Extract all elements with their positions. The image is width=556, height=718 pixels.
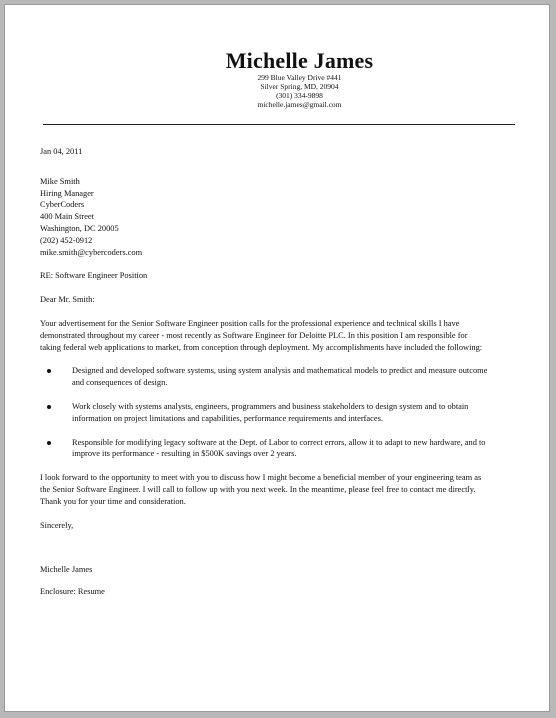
- bullet-line: information on project limitations and capabilities, performance requirements and interfaces.: [72, 413, 383, 423]
- salutation: Dear Mr. Smith:: [40, 295, 95, 305]
- intro-line: taking federal web applications to market, from conception through deployment. My accomplishments have included the following:: [40, 342, 483, 352]
- list-item: [40, 437, 522, 461]
- closing-paragraph: [40, 472, 522, 507]
- bullet-icon: [47, 405, 51, 409]
- bullet-line: Work closely with systems analysts, engineers, programmers and business stakeholders to design system and to obtain: [72, 401, 469, 411]
- bullet-line: Designed and developed software systems, using system analysis and mathematical models to predict and measure outcome: [72, 366, 488, 376]
- recipient-street: 400 Main Street: [40, 212, 94, 222]
- letter-body: [40, 146, 522, 598]
- recipient-phone: (202) 452-0912: [40, 235, 93, 245]
- intro-line: demonstrated throughout my career - most recently as Software Engineer for Deloitte PLC. In this position I am responsible for: [40, 330, 468, 340]
- subject-line: RE: Software Engineer Position: [40, 271, 148, 281]
- recipient-block: [40, 176, 522, 259]
- letter-page: [4, 4, 550, 712]
- signature-name: Michelle James: [40, 565, 93, 575]
- recipient-email: mike.smith@cybercoders.com: [40, 247, 143, 257]
- letter-date: Jan 04, 2011: [40, 147, 83, 156]
- header-divider: [43, 124, 515, 125]
- accomplishments-list: [40, 365, 522, 460]
- recipient-name: Mike Smith: [40, 176, 80, 186]
- bullet-line: Responsible for modifying legacy software at the Dept. of Labor to correct errors, allow it to adapt to new hardware, and to: [72, 437, 486, 447]
- bullet-line: improve its performance - resulting in $500K savings over 2 years.: [72, 449, 297, 459]
- bullet-icon: [47, 441, 51, 445]
- sender-email: michelle.james@gmail.com: [257, 100, 342, 109]
- bullet-line: and consequences of design.: [72, 378, 168, 388]
- closing-line: the Senior Software Engineer. I will call to follow up with you next week. In the meantime, please feel free to contact me directly.: [40, 484, 476, 494]
- sign-off: Sincerely,: [40, 520, 74, 530]
- recipient-company: CyberCoders: [40, 200, 85, 210]
- recipient-city: Washington, DC 20005: [40, 223, 119, 233]
- intro-line: Your advertisement for the Senior Software Engineer position calls for the professional experience and technical skills I have: [40, 318, 460, 328]
- closing-line: Thank you for your time and consideration.: [40, 496, 186, 506]
- enclosure-note: Enclosure: Resume: [40, 587, 105, 597]
- bullet-icon: [47, 369, 51, 373]
- intro-paragraph: [40, 318, 522, 353]
- letterhead: [5, 49, 549, 109]
- recipient-title: Hiring Manager: [40, 188, 94, 198]
- sender-address-line2: Silver Spring, MD, 20904: [260, 82, 339, 91]
- sender-phone: (301) 334-9898: [276, 91, 323, 100]
- list-item: [40, 401, 522, 425]
- sender-address-line1: 299 Blue Valley Drive #441: [257, 73, 342, 82]
- closing-line: I look forward to the opportunity to meet with you to discuss how I might become a beneficial member of your engineering team as: [40, 473, 482, 483]
- sender-name: Michelle James: [225, 48, 374, 73]
- list-item: [40, 365, 522, 389]
